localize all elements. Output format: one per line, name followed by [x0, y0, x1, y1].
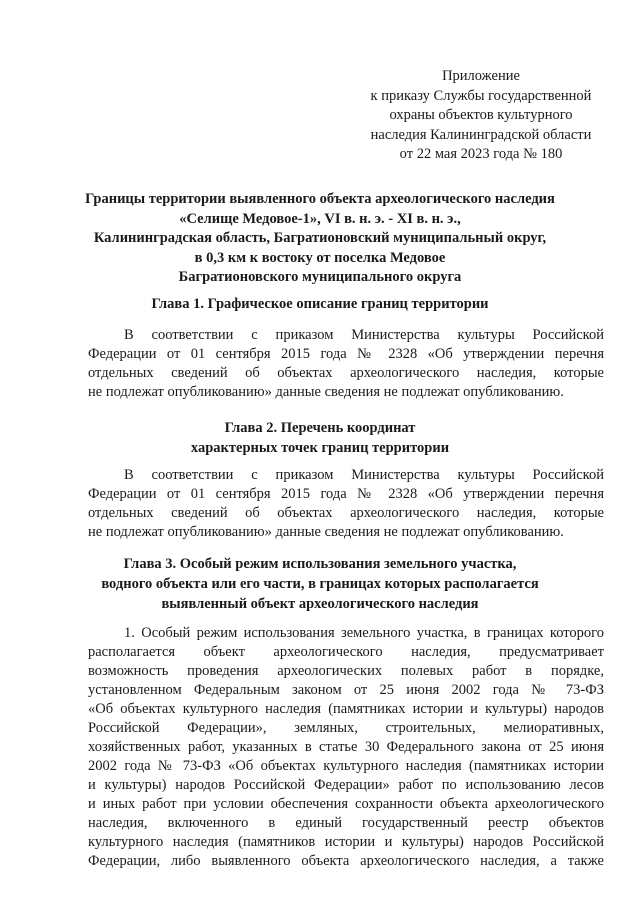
- title-line: Багратионовского муниципального округа: [178, 269, 462, 285]
- chapter-1-heading: [60, 294, 580, 314]
- text-line: В соответствии с приказом Министерства культуры Российской: [124, 467, 604, 483]
- title-line: «Селище Медовое-1», VI в. н. э. - XI в. н. э.,: [179, 210, 461, 227]
- appendix-line: к приказу Службы государственной: [370, 87, 592, 104]
- text-line: Федерации, либо выявленного объекта археологического наследия, а также: [88, 853, 604, 869]
- text-line: возможность проведения археологических полевых работ в порядке,: [88, 663, 604, 679]
- text-line: и иных работ при условии обеспечения сохранности объекта археологического: [88, 796, 604, 812]
- heading-line: Глава 2. Перечень координат: [224, 420, 416, 436]
- text-line: наследия, включенного в единый государственный реестр объектов: [88, 815, 604, 831]
- appendix-line: от 22 мая 2023 года № 180: [399, 146, 563, 162]
- appendix-header: [356, 67, 606, 165]
- text-line: 1. Особый режим использования земельного участка, в границах которого: [124, 625, 604, 641]
- chapter-3-heading: [60, 554, 580, 614]
- title-line: в 0,3 км к востоку от поселка Медовое: [194, 249, 446, 266]
- text-line: Федерации от 01 сентября 2015 года № 2328 «Об утверждении перечня: [88, 486, 604, 502]
- chapter-3-text: [88, 624, 604, 871]
- text-line: не подлежат опубликованию» данные сведения не подлежат опубликованию.: [88, 524, 564, 540]
- text-line: В соответствии с приказом Министерства культуры Российской: [124, 327, 604, 343]
- chapter-2-heading: [60, 418, 580, 458]
- text-line: и культуры) народов Российской Федерации» работ по использованию лесов: [88, 777, 604, 793]
- heading-line: характерных точек границ территории: [190, 440, 450, 456]
- chapter-1-text: [88, 326, 604, 402]
- heading-line: Глава 3. Особый режим использования земельного участка,: [123, 556, 517, 572]
- appendix-line: охраны объектов культурного: [389, 107, 573, 123]
- title-line: Границы территории выявленного объекта археологического наследия: [85, 191, 555, 207]
- document-title: [84, 190, 556, 288]
- heading-line: водного объекта или его части, в границах которых располагается: [101, 576, 539, 592]
- text-line: не подлежат опубликованию» данные сведения не подлежат опубликованию.: [88, 384, 564, 400]
- text-line: хозяйственных работ, указанных в статье 30 Федерального закона от 25 июня: [88, 739, 604, 755]
- text-line: располагается объект археологического наследия, предусматривает: [88, 644, 604, 660]
- heading-line: выявленный объект археологического наследия: [161, 596, 479, 612]
- text-line: 2002 года № 73-ФЗ «Об объектах культурного наследия (памятниках истории: [88, 758, 604, 774]
- text-line: культурного наследия (памятников истории и культуры) народов Российской: [88, 834, 604, 850]
- heading-line: Глава 1. Графическое описание границ территории: [151, 296, 489, 312]
- text-line: установленном Федеральным законом от 25 июня 2002 года № 73-ФЗ: [88, 682, 604, 698]
- text-line: отдельных сведений об объектах археологического наследия, которые: [88, 365, 604, 381]
- title-line: Калининградская область, Багратионовский муниципальный округ,: [93, 230, 547, 246]
- text-line: отдельных сведений об объектах археологического наследия, которые: [88, 505, 604, 521]
- appendix-line: наследия Калининградской области: [370, 126, 592, 143]
- chapter-2-text: [88, 466, 604, 542]
- text-line: Федерации от 01 сентября 2015 года № 2328 «Об утверждении перечня: [88, 346, 604, 362]
- appendix-line: Приложение: [442, 68, 520, 84]
- text-line: Российской Федерации», земляных, строительных, мелиоративных,: [88, 720, 604, 736]
- text-line: «Об объектах культурного наследия (памятниках истории и культуры) народов: [88, 701, 604, 717]
